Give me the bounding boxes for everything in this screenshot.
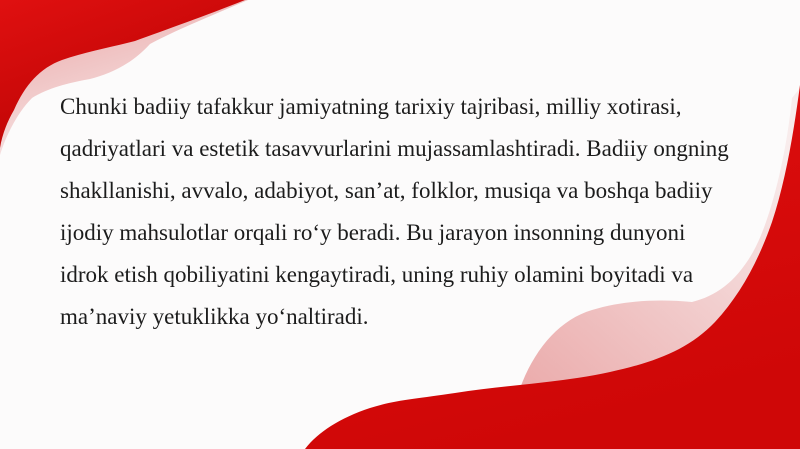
body-text-line: ma’naviy yetuklikka yo‘naltiradi.	[60, 304, 369, 329]
body-text-line: ijodiy mahsulotlar orqali ro‘y beradi. Bu jarayon insonning dunyoni	[60, 220, 686, 245]
body-text-line: Chunki badiiy tafakkur jamiyatning tarixiy tajribasi, milliy xotirasi,	[60, 94, 682, 119]
body-text-line: qadriyatlari va estetik tasavvurlarini mujassamlashtiradi. Badiiy ongning	[60, 136, 729, 161]
body-text	[60, 86, 760, 338]
body-text-line: shakllanishi, avvalo, adabiyot, san’at, folklor, musiqa va boshqa badiiy	[60, 178, 713, 203]
body-text-line: idrok etish qobiliyatini kengaytiradi, uning ruhiy olamini boyitadi va	[60, 262, 694, 287]
